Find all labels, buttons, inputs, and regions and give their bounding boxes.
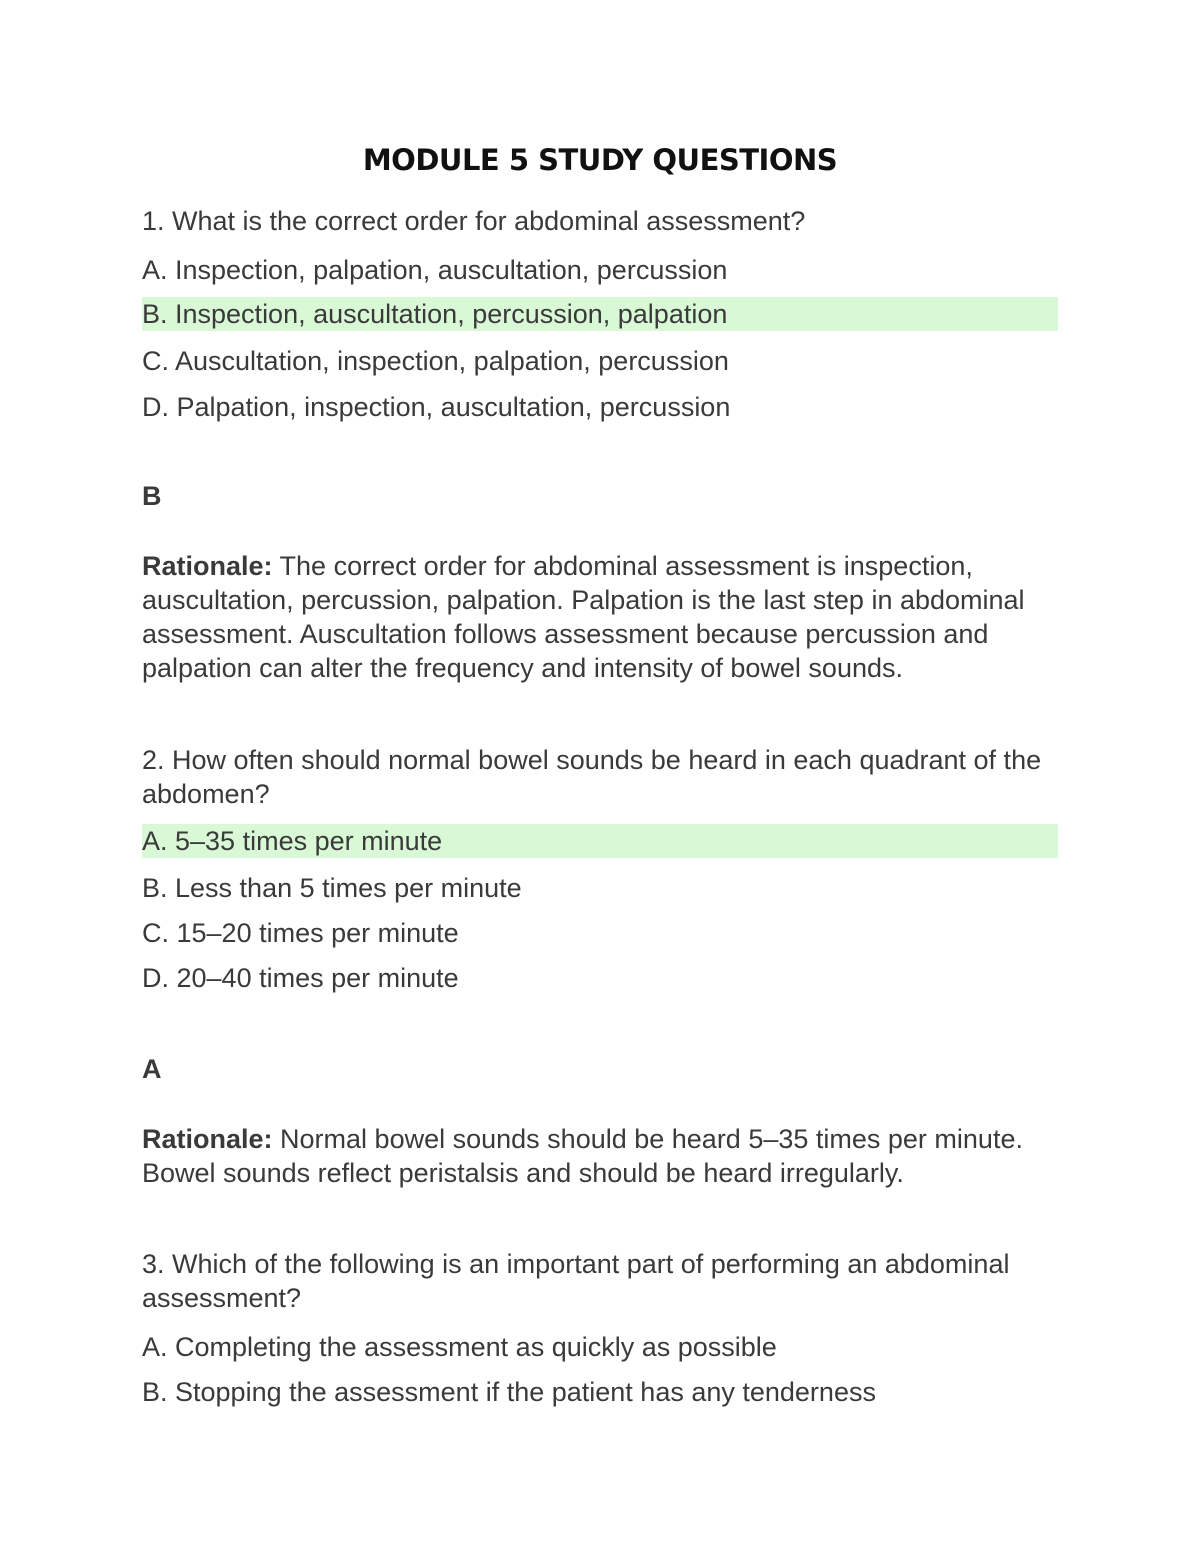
- question-2-option-c: C. 15–20 times per minute: [142, 918, 459, 948]
- question-1-option-a: A. Inspection, palpation, auscultation, percussion: [142, 255, 728, 285]
- question-3-option-a: A. Completing the assessment as quickly as possible: [142, 1332, 777, 1362]
- question-2-option-b: B. Less than 5 times per minute: [142, 873, 522, 903]
- question-1-option-b-correct: B. Inspection, auscultation, percussion, palpation: [142, 297, 1058, 331]
- question-1-answer: B: [142, 481, 162, 511]
- question-2-prompt: 2. How often should normal bowel sounds be heard in each quadrant of the abdomen?: [142, 745, 1042, 809]
- question-2-rationale: [142, 1122, 1062, 1190]
- question-1-option-d: D. Palpation, inspection, auscultation, percussion: [142, 392, 731, 422]
- rationale-text: Normal bowel sounds should be heard 5–35 times per minute. Bowel sounds reflect peristalsis and should be heard irregularly.: [142, 1124, 1023, 1188]
- question-3-prompt: 3. Which of the following is an important part of performing an abdominal assessment?: [142, 1249, 1010, 1313]
- question-2-answer: A: [142, 1054, 162, 1084]
- page-title: MODULE 5 STUDY QUESTIONS: [362, 143, 838, 177]
- question-1-prompt: 1. What is the correct order for abdominal assessment?: [142, 206, 806, 236]
- question-3-option-b: B. Stopping the assessment if the patient has any tenderness: [142, 1377, 876, 1407]
- question-2-option-d: D. 20–40 times per minute: [142, 963, 459, 993]
- question-1-option-c: C. Auscultation, inspection, palpation, percussion: [142, 346, 729, 376]
- rationale-label: Rationale:: [142, 1124, 273, 1154]
- question-2-option-a-correct: A. 5–35 times per minute: [142, 824, 1058, 858]
- rationale-text: The correct order for abdominal assessment is inspection, auscultation, percussion, palpation. Palpation is the last step in abdominal assessment. Auscultation follows assessment because percussion and palpation can alter the frequency and intensity of bowel sounds.: [142, 551, 1025, 683]
- rationale-label: Rationale:: [142, 551, 273, 581]
- question-1-rationale: [142, 549, 1062, 685]
